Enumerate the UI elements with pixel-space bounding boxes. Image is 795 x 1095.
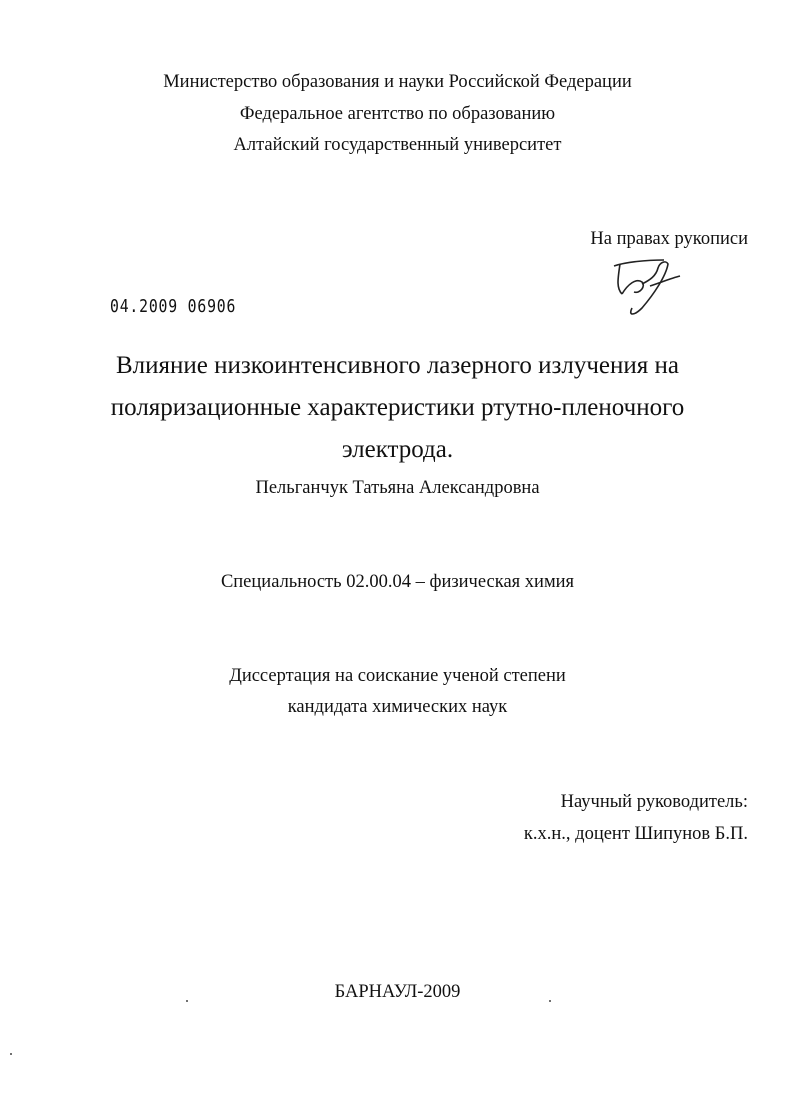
library-stamp-number: 04.2009 06906 bbox=[110, 296, 237, 317]
dissertation-line-1: Диссертация на соискание ученой степени bbox=[229, 666, 566, 686]
agency-name: Федеральное агентство по образованию bbox=[239, 104, 556, 124]
dissertation-line-2: кандидата химических наук bbox=[287, 697, 508, 717]
title-line-2: поляризационные характеристики ртутно-пленочного bbox=[110, 394, 685, 421]
advisor-name: к.х.н., доцент Шипунов Б.П. bbox=[523, 824, 748, 844]
scan-speck bbox=[186, 1000, 188, 1002]
advisor-label: Научный руководитель: bbox=[560, 792, 748, 812]
specialty: Специальность 02.00.04 – физическая химия bbox=[220, 572, 575, 592]
scan-speck bbox=[549, 1000, 551, 1002]
rights-note: На правах рукописи bbox=[590, 229, 748, 249]
signature-icon bbox=[606, 254, 686, 320]
scan-speck bbox=[10, 1053, 12, 1055]
title-line-3: электрода. bbox=[341, 436, 454, 463]
city-year: БАРНАУЛ-2009 bbox=[334, 982, 461, 1002]
ministry-name: Министерство образования и науки Российской Федерации bbox=[163, 72, 632, 92]
title-line-1: Влияние низкоинтенсивного лазерного излучения на bbox=[115, 352, 680, 379]
author-name: Пельганчук Татьяна Александровна bbox=[255, 478, 540, 498]
university-name: Алтайский государственный университет bbox=[233, 135, 562, 155]
